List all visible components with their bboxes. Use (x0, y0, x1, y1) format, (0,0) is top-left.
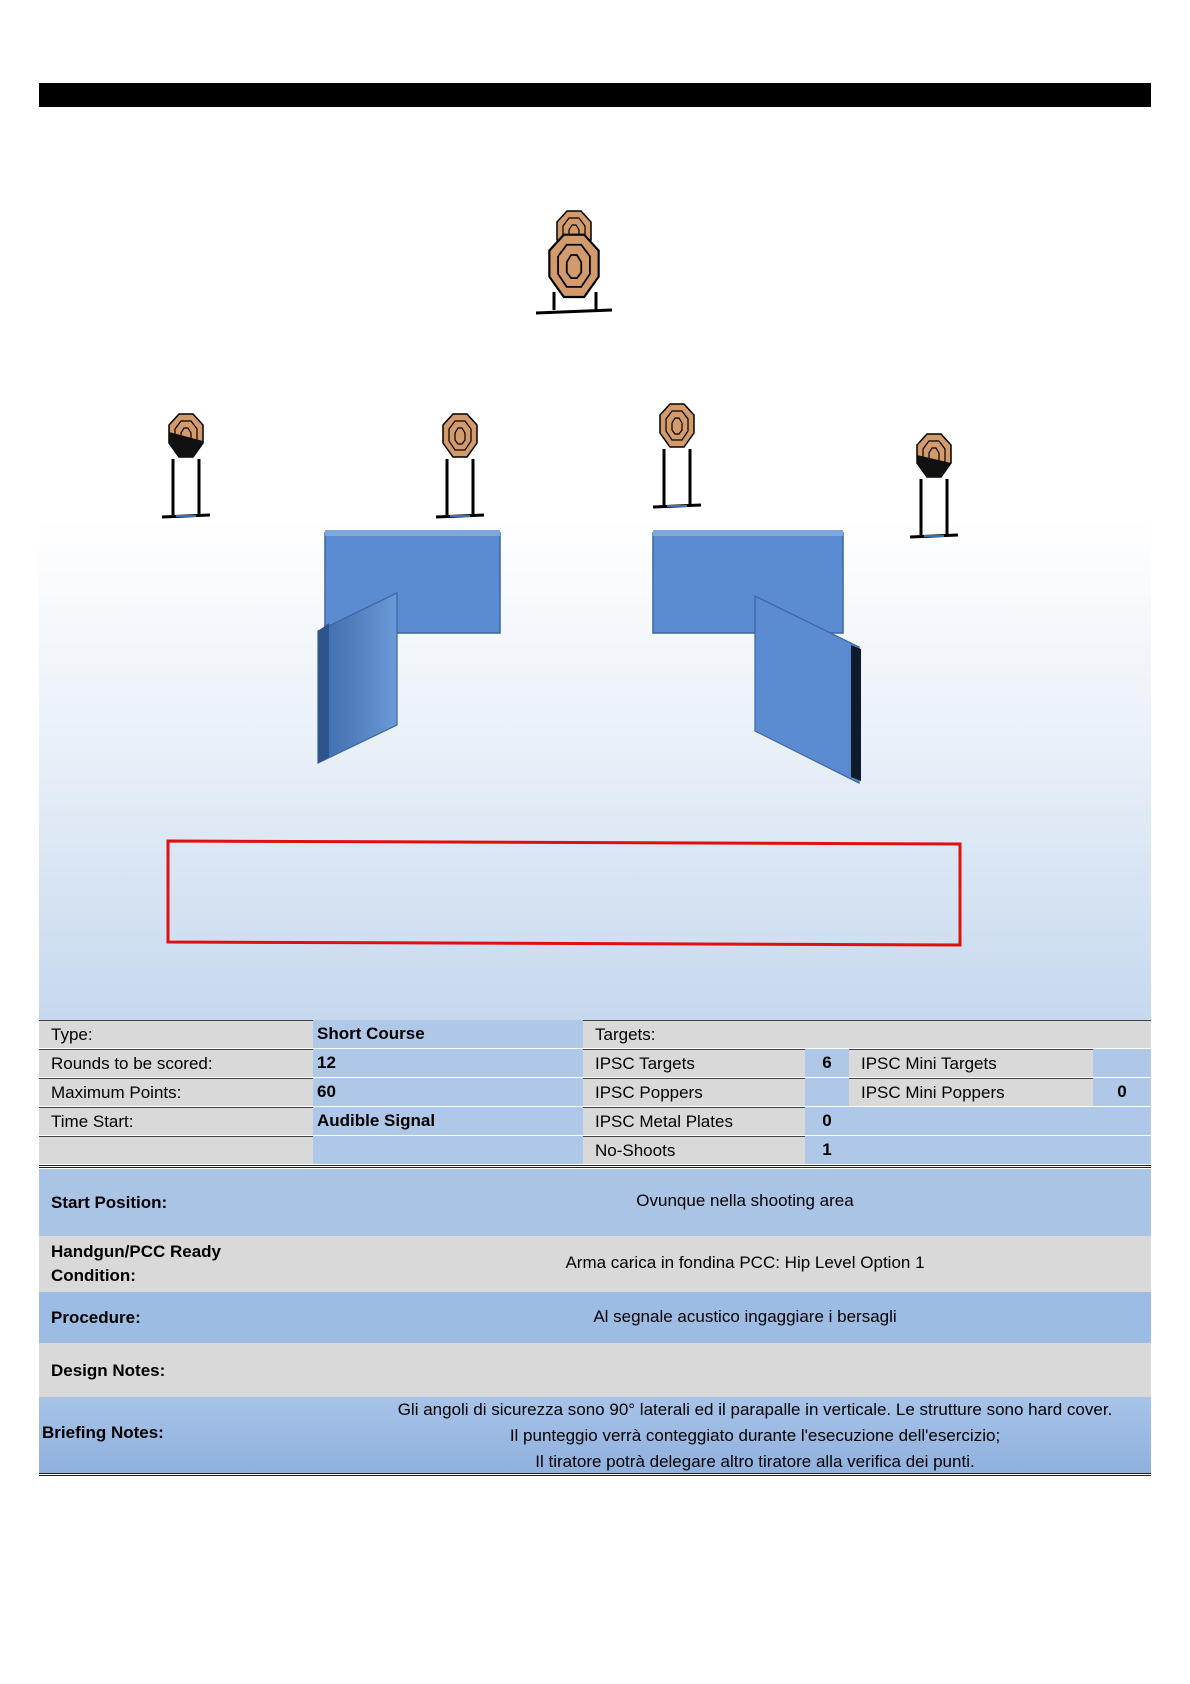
procedure-label: Procedure: (51, 1308, 141, 1327)
divider (39, 1165, 1151, 1168)
target-center-left (436, 414, 484, 517)
blank-label-cell (39, 1136, 313, 1164)
start-position-row (39, 1169, 1151, 1236)
ipsc-targets-value: 6 (805, 1049, 849, 1077)
ipsc-mini-targets-label: IPSC Mini Targets (849, 1049, 1093, 1077)
blank-cell (849, 1136, 1151, 1164)
header-bar (39, 83, 1151, 107)
rounds-label: Rounds to be scored: (39, 1049, 313, 1077)
start-position-value: Ovunque nella shooting area (636, 1191, 854, 1210)
target-left (162, 414, 210, 517)
ipsc-metal-plates-label: IPSC Metal Plates (583, 1107, 805, 1135)
rounds-value: 12 (313, 1049, 583, 1077)
target-right (910, 434, 958, 537)
shooting-area (168, 841, 960, 945)
procedure-value: Al segnale acustico ingaggiare i bersagli (593, 1307, 897, 1326)
stage-diagram (39, 107, 1151, 1020)
briefing-notes-line-2: Il punteggio verrà conteggiato durante l'esecuzione dell'esercizio; (509, 1426, 1001, 1445)
time-start-label: Time Start: (39, 1107, 313, 1135)
type-value: Short Course (313, 1020, 583, 1048)
design-notes-row (39, 1343, 1151, 1397)
blank-cell (849, 1107, 1151, 1135)
hardcover-wall-right (653, 530, 861, 783)
start-position-label: Start Position: (51, 1193, 168, 1212)
ready-condition-label-line1: Handgun/PCC Ready (51, 1242, 222, 1261)
ready-condition-row (39, 1236, 1151, 1292)
time-start-value: Audible Signal (313, 1107, 583, 1135)
target-group-top (536, 211, 612, 313)
no-shoots-label: No-Shoots (583, 1136, 805, 1164)
design-notes-label: Design Notes: (51, 1361, 166, 1380)
max-points-value: 60 (313, 1078, 583, 1106)
ipsc-poppers-label: IPSC Poppers (583, 1078, 805, 1106)
stage-drawing (39, 107, 1151, 1020)
ready-condition-label-line2: Condition: (51, 1266, 136, 1285)
hardcover-wall-left (318, 530, 500, 763)
bottom-divider (39, 1473, 1151, 1476)
blank-value-cell (313, 1136, 583, 1164)
ipsc-mini-targets-value (1093, 1049, 1151, 1077)
procedure-row (39, 1292, 1151, 1343)
max-points-label: Maximum Points: (39, 1078, 313, 1106)
ipsc-mini-poppers-value: 0 (1093, 1078, 1151, 1106)
ipsc-poppers-value (805, 1078, 849, 1106)
ipsc-metal-plates-value: 0 (805, 1107, 849, 1135)
ipsc-targets-label: IPSC Targets (583, 1049, 805, 1077)
briefing-notes-line-3: Il tiratore potrà delegare altro tiratore alla verifica dei punti. (535, 1452, 975, 1471)
ready-condition-value: Arma carica in fondina PCC: Hip Level Option 1 (565, 1253, 925, 1272)
targets-label: Targets: (583, 1020, 1151, 1048)
briefing-notes-label: Briefing Notes: (42, 1423, 164, 1442)
briefing-notes-row (39, 1397, 1151, 1473)
ipsc-mini-poppers-label: IPSC Mini Poppers (849, 1078, 1093, 1106)
type-label: Type: (39, 1020, 313, 1048)
no-shoots-value: 1 (805, 1136, 849, 1164)
briefing-notes-line-1: Gli angoli di sicurezza sono 90° laterali ed il parapalle in verticale. Le strutture sono hard cover. (397, 1400, 1113, 1419)
target-center-right (653, 404, 701, 507)
